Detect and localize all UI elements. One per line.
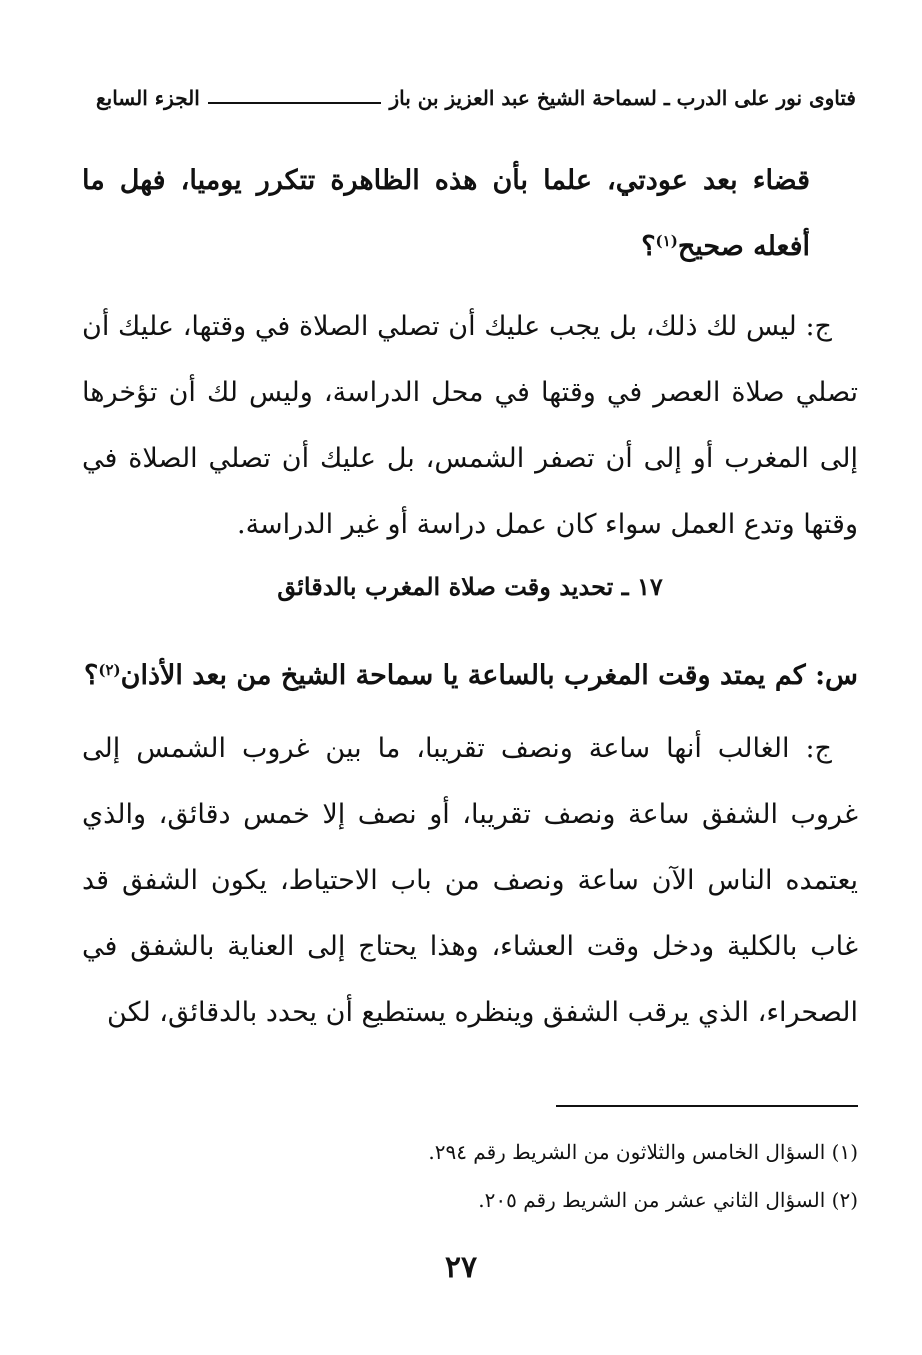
- answer-paragraph-1: ج: ليس لك ذلك، بل يجب عليك أن تصلي الصلاة في وقتها، عليك أن تصلي صلاة العصر في وقتها في محل الدراسة، وليس لك أن تؤخرها إلى المغرب أو إلى أن تصفر الشمس، بل عليك أن تصلي الصلاة في وقتها وتدع العمل سواء كان عمل دراسة أو غير الدراسة.: [82, 311, 858, 540]
- footnote-separator: [556, 1105, 858, 1107]
- footnote-ref-1: (١): [655, 232, 678, 250]
- header-divider-line: [208, 92, 382, 104]
- page-number: ٢٧: [444, 1250, 478, 1285]
- section-heading: ١٧ ـ تحديد وقت صلاة المغرب بالدقائق: [277, 572, 663, 601]
- footnote-1: (١) السؤال الخامس والثلاثون من الشريط رقم ٢٩٤.: [428, 1140, 858, 1164]
- question-continuation-text: قضاء بعد عودتي، علما بأن هذه الظاهرة تتكرر يوميا، فهل ما أفعله صحيح: [82, 165, 810, 262]
- footnote-ref-2: (٢): [98, 661, 121, 679]
- question-2-mark: ؟: [84, 660, 99, 691]
- question-paragraph-2: [82, 646, 858, 706]
- running-header: [96, 86, 856, 110]
- header-book-title: فتاوى نور على الدرب ـ لسماحة الشيخ عبد العزيز بن باز: [389, 86, 856, 110]
- footnote-2: (٢) السؤال الثاني عشر من الشريط رقم ٢٠٥.: [478, 1188, 858, 1212]
- question-mark: ؟: [641, 231, 656, 262]
- header-part-label: الجزء السابع: [96, 86, 200, 110]
- footnotes: [82, 1128, 858, 1224]
- question-2-text: س: كم يمتد وقت المغرب بالساعة يا سماحة الشيخ من بعد الأذان: [120, 660, 858, 691]
- question-continuation: [82, 148, 858, 280]
- answer-paragraph-2: ج: الغالب أنها ساعة ونصف تقريبا، ما بين غروب الشمس إلى غروب الشفق ساعة ونصف تقريبا، أو نصف إلا خمس دقائق، والذي يعتمده الناس الآن ساعة ونصف من باب الاحتياط، يكون الشفق قد غاب بالكلية ودخل وقت العشاء، وهذا يحتاج إلى العناية بالشفق في الصحراء، الذي يرقب الشفق وينظره يستطيع أن يحدد بالدقائق، لكن: [82, 733, 858, 1028]
